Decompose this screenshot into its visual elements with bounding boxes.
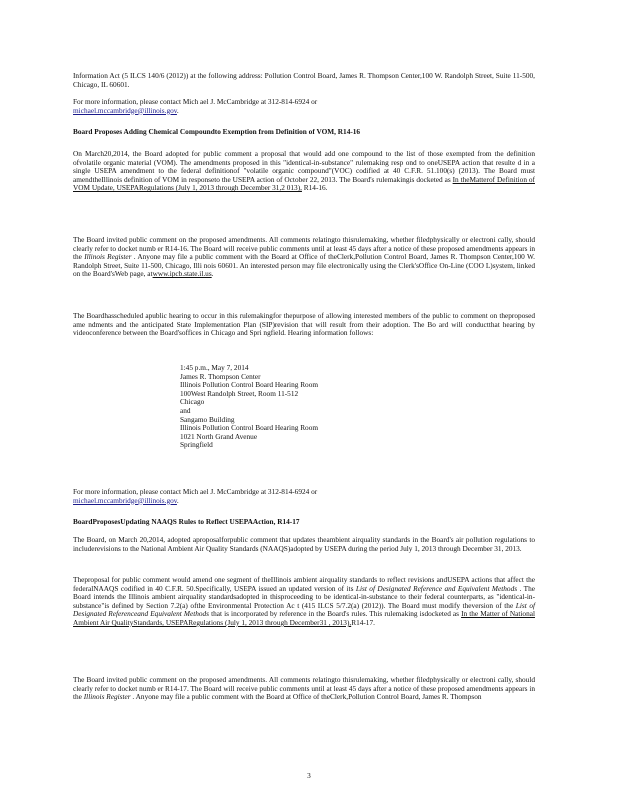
section2-p2-text-c: that is incorporated by reference in the Board's rules. This rulemaking isdocketed as <box>209 609 462 619</box>
hearing-info <box>180 364 440 450</box>
section1-p2-text-b: . Anyone may file a public comment with the Board at Office of theClerk,Pollution Control Board, James R. Thompson Center,100 W. Randolph Street, Suite 11-500, Chicago, Illi nois 60601. An interested person may file electronically using the Clerk'sOffice On-Line (COO L)system, linked on the Board'sWeb page, at <box>73 252 535 279</box>
contact-paragraph-2 <box>73 488 535 505</box>
hearing-line: James R. Thompson Center <box>180 371 261 381</box>
contact-paragraph-1 <box>73 98 535 115</box>
page-number: 3 <box>307 771 311 780</box>
section2-p2-text: Theproposal for public comment would amend one segment of theIllinois ambient airquality standards to reflect revisions andUSEPA actions that affect the federalNAAQS codified in 40 C.F.R. 50.Specifically, USEPA issued an updated version of its <box>73 575 535 593</box>
contact-email-link-1[interactable]: michael.mccambridge@illinois.gov <box>73 105 177 115</box>
section2-paragraph-1: The Board, on March 20,2014, adopted aproposalforpublic comment that updates theambient airquality standards in the Board's air pollution regulations to includerevisions to the National Ambient Air Quality Standards (NAAQS)adopted by USEPA during the period July 1, 2013 through December 31, 2013. <box>73 535 535 553</box>
section2-p3-tail: . Anyone may file a public comment with the Board at Office of theClerk,Pollution Control Board, James R. Thompson <box>130 692 482 702</box>
section1-paragraph-1 <box>73 150 535 193</box>
section2-paragraph-3 <box>73 676 535 702</box>
section1-paragraph-3: The Boardhasscheduled apublic hearing to occur in this rulemakingfor thepurpose of allowing interested members of the public to comment on theproposed ame ndments and the anticipated State Implementation Plan (SIP)revision that will result from their adoption. The Bo ard will conductthat hearing by videoconference between the Board'soffices in Chicago and Spri ngfield. Hearing information follows: <box>73 311 535 338</box>
intro-text: Information Act (5 ILCS 140/6 (2012)) at the following address: Pollution Control Board, James R. Thompson Center,100 W. Randolph Street, Suite 11-500, Chicago, IL 60601. <box>73 71 535 89</box>
section1-heading: Board Proposes Adding Chemical Compoundto Exemption from Definition of VOM, R14-16 <box>73 127 361 136</box>
hearing-line: Illinois Pollution Control Board Hearing Room <box>180 423 319 433</box>
contact-text-1: For more information, please contact Mich ael J. McCambridge at 312-814-6924 or <box>73 97 318 106</box>
designated-methods-ref-2: List of Designated Referenceand Equivalent Methods <box>73 600 535 619</box>
section2-p2-tail: R14-17. <box>351 617 375 627</box>
section2-heading: BoardProposesUpdating NAAQS Rules to Reflect USEPAAction, R14-17 <box>73 517 300 526</box>
contact-tail-2: . <box>176 495 179 505</box>
section2-p2-text-b: . The Board intends the Illinois ambient airquality standardsadopted in thisproceeding to be identical-in-substance to their federal counterparts, as "identical-in-substance"is defined by Section 7.2(a) ofthe Environmental Protection Ac t (415 ILCS 5/7.2(a) (2012)). The Board must modify theversion of the <box>73 583 536 610</box>
section2-p3-text: The Board invited public comment on the proposed amendments. All comments relatingto thisrulemaking, whether filedphysically or electroni cally, should clearly refer to docket numb er R14-17. The Board will receive public comments until at least 45 days after a notice of these proposed amendments appears in the <box>73 675 535 702</box>
section2-paragraph-2 <box>73 576 535 628</box>
hearing-line: Sangamo Building <box>180 414 235 424</box>
section1-p1-text: On March20,2014, the Board adopted for public comment a proposal that would add one compound to the list of those exempted from the definition ofvolatile organic material (VOM). The amendments proposed in this "identical-in-substance" rulemaking resp ond to oneUSEPA action that resulte d in a single USEPA amendment to the federal definitionof "volatile organic compound"(VOC) codified at 40 C.F.R. 51.100(s) (2013). The Board must amendtheIllinois definition of VOM in responseto the USEPA action of October 22, 2013. The Board's rulemakingis docketed as <box>73 149 535 184</box>
hearing-line: Springfield <box>180 440 213 450</box>
intro-paragraph <box>73 72 535 89</box>
hearing-line: Illinois Pollution Control Board Hearing Room <box>180 380 319 390</box>
hearing-line: and <box>180 405 191 415</box>
hearing-line: 100West Randolph Street, Room 11-512 <box>180 388 299 398</box>
hearing-line: 1021 North Grand Avenue <box>180 431 258 441</box>
section1-paragraph-2 <box>73 236 535 279</box>
section2-docket-title: In the Matter of National Ambient Air QualityStandards, USEPARegulations (July 1, 2013 through December31 , 2013), <box>73 609 535 627</box>
illinois-register-ref: Illinois Register <box>84 252 132 262</box>
illinois-register-ref-2: Illinois Register <box>83 692 131 702</box>
section1-p1-tail: R14-16. <box>301 183 328 193</box>
hearing-line: Chicago <box>180 397 205 407</box>
board-website-link[interactable]: www.ipcb.state.il.us <box>152 269 212 279</box>
section1-p2-tail: . <box>211 269 214 279</box>
contact-tail-1: . <box>176 105 179 115</box>
hearing-line: 1:45 p.m., May 7, 2014 <box>180 363 249 372</box>
contact-text-2: For more information, please contact Mich ael J. McCambridge at 312-814-6924 or <box>73 487 318 496</box>
section1-p2-text: The Board invited public comment on the proposed amendments. All comments relatingto thisrulemaking, whether filedphysically or electroni cally, should clearly refer to docket numb er R14-16. The Board will receive public comments until at least 45 days after a notice of these proposed amendments appears in the <box>73 235 535 262</box>
section1-docket-title: In theMatterof Definition of VOM Update, USEPARegulations (July 1, 2013 through December 31,2 013), <box>73 174 535 193</box>
designated-methods-ref-1: List of Designated Reference and Equivalent Methods <box>355 583 518 593</box>
contact-email-link-2[interactable]: michael.mccambridge@illinois.gov <box>73 495 177 505</box>
